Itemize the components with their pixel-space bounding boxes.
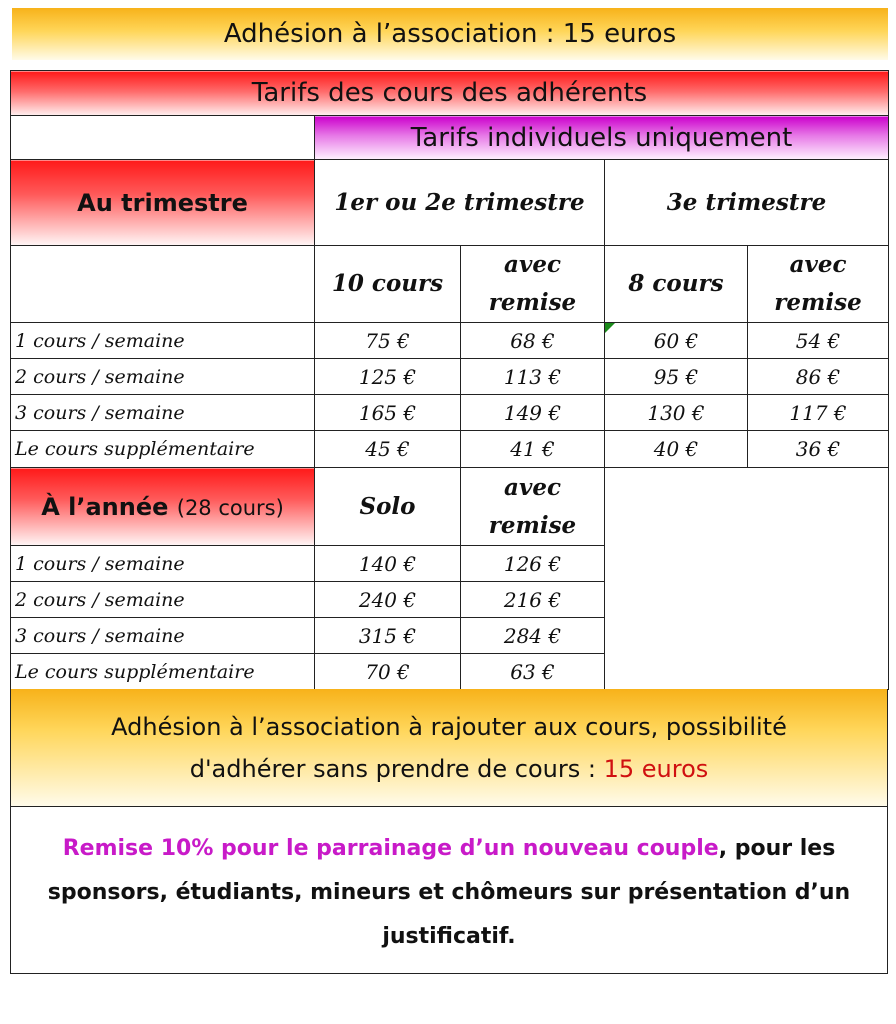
- row-label: 3 cours / semaine: [11, 395, 315, 431]
- annee-header-row: [11, 468, 889, 546]
- price-cell: 113 €: [461, 359, 605, 395]
- pricing-table: [10, 70, 889, 690]
- row-label: 2 cours / semaine: [11, 582, 315, 618]
- period-1-header: 1er ou 2e trimestre: [315, 160, 605, 246]
- col-avec-remise-2: [748, 246, 889, 323]
- col-avec-text: avec: [504, 473, 561, 501]
- empty-cell: [11, 116, 315, 160]
- trimestre-row: [11, 359, 889, 395]
- price-cell: 45 €: [315, 431, 461, 468]
- top-banner-text: Adhésion à l’association : 15 euros: [223, 19, 677, 49]
- col-10-cours: 10 cours: [315, 246, 461, 323]
- col-avec-remise-1: [461, 246, 605, 323]
- price-cell: 40 €: [605, 431, 748, 468]
- table-subtitle: Tarifs individuels uniquement: [315, 116, 889, 160]
- trimestre-row: [11, 323, 889, 359]
- trimestre-heading: Au trimestre: [11, 160, 315, 246]
- price-cell: 63 €: [461, 654, 605, 690]
- subtitle-row: [11, 116, 889, 160]
- price-cell: 54 €: [748, 323, 889, 359]
- annee-heading: [11, 468, 315, 546]
- price-cell: 95 €: [605, 359, 748, 395]
- price-cell: 68 €: [461, 323, 605, 359]
- table-title-row: [11, 71, 889, 116]
- price-cell: 315 €: [315, 618, 461, 654]
- trimestre-columns-row: [11, 246, 889, 323]
- price-cell: 86 €: [748, 359, 889, 395]
- price-cell: 70 €: [315, 654, 461, 690]
- price-cell: 36 €: [748, 431, 889, 468]
- price-cell: 130 €: [605, 395, 748, 431]
- row-label: Le cours supplémentaire: [11, 654, 315, 690]
- price-cell: 165 €: [315, 395, 461, 431]
- membership-note: [10, 689, 888, 807]
- trimestre-row: [11, 395, 889, 431]
- membership-note-line-2: [190, 748, 709, 790]
- price-cell: 140 €: [315, 546, 461, 582]
- row-label: 2 cours / semaine: [11, 359, 315, 395]
- price-value: 60 €: [653, 328, 699, 353]
- membership-amount: 15 euros: [603, 754, 709, 783]
- top-membership-banner: [12, 8, 888, 60]
- annee-heading-text: À l’année: [41, 492, 169, 521]
- col-avec-text: avec: [504, 251, 561, 278]
- discount-rest: , pour les sponsors, étudiants, mineurs et chômeurs sur présentation d’un justificatif.: [47, 836, 851, 949]
- empty-cell: [11, 246, 315, 323]
- green-corner-marker: [605, 323, 615, 333]
- membership-note-text: d'adhérer sans prendre de cours :: [189, 754, 596, 783]
- price-cell: 126 €: [461, 546, 605, 582]
- discount-highlight: Remise 10% pour le parrainage d’un nouveau couple: [62, 836, 719, 861]
- period-2-header: 3e trimestre: [605, 160, 889, 246]
- col-remise-text: remise: [774, 289, 862, 316]
- trimestre-header-row: [11, 160, 889, 246]
- price-cell: [605, 323, 748, 359]
- row-label: 1 cours / semaine: [11, 546, 315, 582]
- price-cell: 75 €: [315, 323, 461, 359]
- col-avec-text: avec: [789, 251, 847, 278]
- trimestre-row: [11, 431, 889, 468]
- table-title: Tarifs des cours des adhérents: [11, 71, 889, 116]
- col-remise-text: remise: [488, 511, 577, 539]
- col-8-cours: 8 cours: [605, 246, 748, 323]
- discount-note: [10, 806, 888, 974]
- price-cell: 216 €: [461, 582, 605, 618]
- price-cell: 284 €: [461, 618, 605, 654]
- col-remise-text: remise: [488, 289, 577, 316]
- price-cell: 149 €: [461, 395, 605, 431]
- price-cell: 41 €: [461, 431, 605, 468]
- col-solo: Solo: [315, 468, 461, 546]
- empty-area: [605, 468, 889, 690]
- price-cell: 125 €: [315, 359, 461, 395]
- price-cell: 240 €: [315, 582, 461, 618]
- row-label: Le cours supplémentaire: [11, 431, 315, 468]
- row-label: 3 cours / semaine: [11, 618, 315, 654]
- row-label: 1 cours / semaine: [11, 323, 315, 359]
- annee-heading-count: (28 cours): [176, 495, 284, 520]
- price-cell: 117 €: [748, 395, 889, 431]
- membership-note-line-1: Adhésion à l’association à rajouter aux cours, possibilité: [111, 712, 787, 741]
- col-avec-remise-annee: [461, 468, 605, 546]
